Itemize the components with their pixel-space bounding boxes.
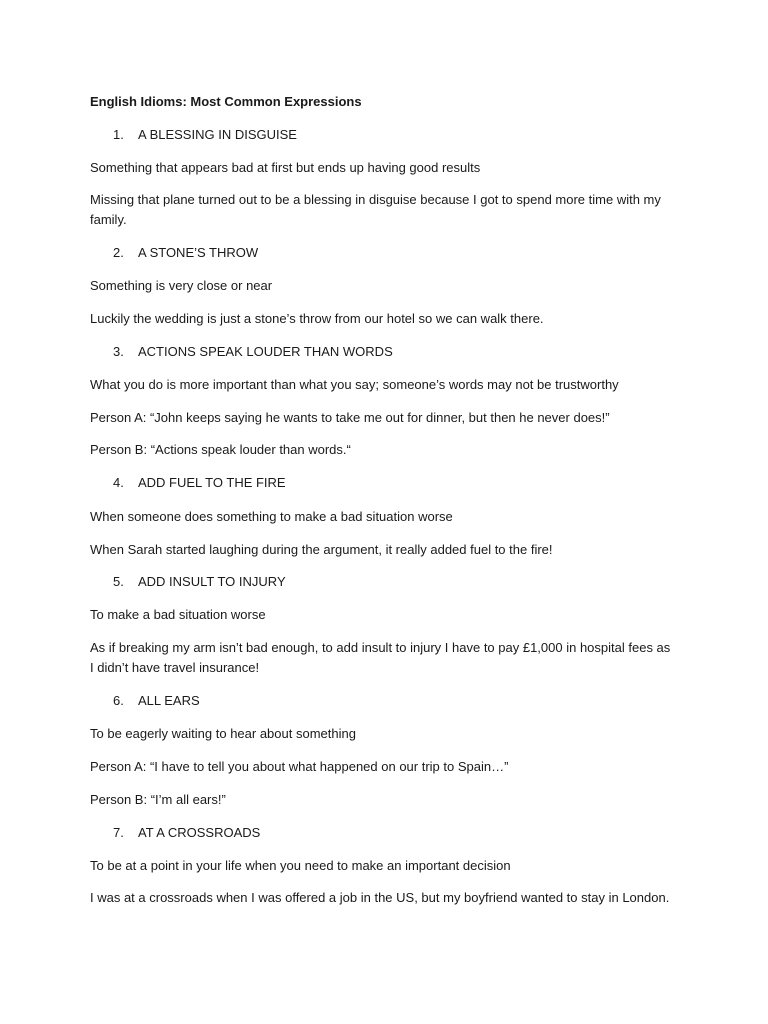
idiom-example-1: Missing that plane turned out to be a blessing in disguise because I got to spend more time with my family. — [90, 192, 661, 227]
idiom-example-4: When Sarah started laughing during the argument, it really added fuel to the fire! — [90, 542, 553, 557]
document-title: English Idioms: Most Common Expressions — [90, 94, 362, 109]
idiom-title: ADD INSULT TO INJURY — [138, 574, 286, 589]
idiom-example-3b: Person B: “Actions speak louder than words.“ — [90, 442, 351, 457]
idiom-number: 3. — [113, 344, 124, 359]
idiom-title: A BLESSING IN DISGUISE — [138, 127, 297, 142]
idiom-meaning-2: Something is very close or near — [90, 278, 273, 293]
idiom-meaning-6: To be eagerly waiting to hear about something — [90, 726, 356, 741]
idiom-heading-7 — [113, 823, 713, 843]
idiom-example-6b: Person B: “I’m all ears!” — [90, 792, 226, 807]
idiom-meaning-1: Something that appears bad at first but ends up having good results — [90, 160, 481, 175]
idiom-title: AT A CROSSROADS — [138, 825, 261, 840]
idiom-example-3a: Person A: “John keeps saying he wants to take me out for dinner, but then he never does!” — [90, 410, 610, 425]
idiom-title: A STONE’S THROW — [138, 245, 259, 260]
idiom-heading-4 — [113, 473, 713, 493]
idiom-example-5: As if breaking my arm isn’t bad enough, to add insult to injury I have to pay £1,000 in hospital fees as I didn’t have travel insurance! — [90, 640, 671, 675]
idiom-meaning-5: To make a bad situation worse — [90, 607, 266, 622]
idiom-heading-1 — [113, 125, 713, 145]
idiom-title: ALL EARS — [138, 693, 200, 708]
idiom-meaning-3: What you do is more important than what you say; someone’s words may not be trustworthy — [90, 377, 619, 392]
idiom-number: 7. — [113, 825, 124, 840]
idiom-number: 6. — [113, 693, 124, 708]
idiom-heading-3 — [113, 342, 713, 362]
idiom-title: ADD FUEL TO THE FIRE — [138, 475, 286, 490]
idiom-example-2: Luckily the wedding is just a stone’s throw from our hotel so we can walk there. — [90, 311, 544, 326]
idiom-example-7: I was at a crossroads when I was offered a job in the US, but my boyfriend wanted to stay in London. — [90, 890, 670, 905]
idiom-heading-2 — [113, 243, 713, 263]
idiom-number: 4. — [113, 475, 124, 490]
idiom-meaning-7: To be at a point in your life when you need to make an important decision — [90, 858, 511, 873]
idiom-title: ACTIONS SPEAK LOUDER THAN WORDS — [138, 344, 393, 359]
idiom-number: 5. — [113, 574, 124, 589]
idiom-meaning-4: When someone does something to make a bad situation worse — [90, 509, 453, 524]
idiom-heading-5 — [113, 572, 713, 592]
idiom-number: 2. — [113, 245, 124, 260]
idiom-number: 1. — [113, 127, 124, 142]
idiom-example-6a: Person A: “I have to tell you about what happened on our trip to Spain…” — [90, 759, 509, 774]
idiom-heading-6 — [113, 691, 713, 711]
